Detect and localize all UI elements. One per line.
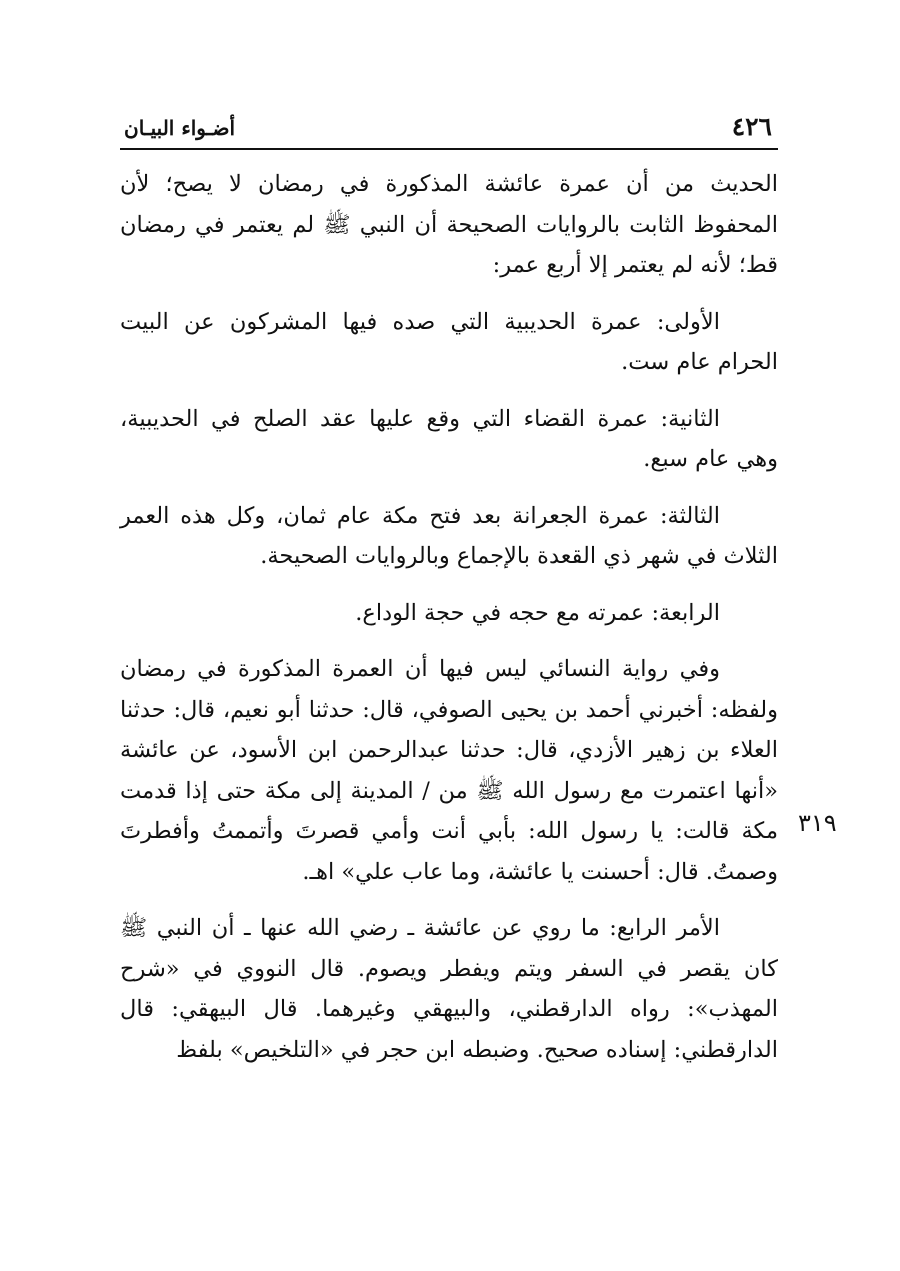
margin-reference-number: ٣١٩: [798, 809, 837, 837]
body-text: [120, 164, 778, 1086]
paragraph: الأولى: عمرة الحديبية التي صده فيها المشركون عن البيت الحرام عام ست.: [120, 308, 778, 375]
running-title: أضـواء البيـان: [124, 116, 236, 140]
paragraph: الرابعة: عمرته مع حجه في حجة الوداع.: [355, 599, 720, 626]
paragraph: الثالثة: عمرة الجعرانة بعد فتح مكة عام ثمان، وكل هذه العمر الثلاث في شهر ذي القعدة بالإجماع وبالروايات الصحيحة.: [120, 502, 778, 569]
page-header: [120, 108, 778, 148]
paragraph: وفي رواية النسائي ليس فيها أن العمرة المذكورة في رمضان ولفظه: أخبرني أحمد بن يحيى الصوفي، قال: حدثنا أبو نعيم، قال: حدثنا العلاء بن زهير الأزدي، قال: حدثنا عبدالرحمن ابن الأسود، عن عائشة «أنها اعتمرت مع رسول الله ﷺ من / المدينة إلى مكة حتى إذا قدمت مكة قالت: يا رسول الله: بأبي أنت وأمي قصرتَ وأتممتُ وأفطرتَ وصمتُ. قال: أحسنت يا عائشة، وما عاب علي» اهـ.: [120, 656, 778, 885]
paragraph: الحديث من أن عمرة عائشة المذكورة في رمضان لا يصح؛ لأن المحفوظ الثابت بالروايات الصحيحة أن النبي ﷺ لم يعتمر في رمضان قط؛ لأنه لم يعتمر إلا أربع عمر:: [120, 171, 778, 278]
page-number: ٤٢٦: [731, 112, 772, 141]
paragraph: الثانية: عمرة القضاء التي وقع عليها عقد الصلح في الحديبية، وهي عام سبع.: [120, 405, 778, 472]
header-rule: [120, 148, 778, 150]
paragraph: الأمر الرابع: ما روي عن عائشة ـ رضي الله عنها ـ أن النبي ﷺ كان يقصر في السفر ويتم ويفطر ويصوم. قال النووي في «شرح المهذب»: رواه الدارقطني، والبيهقي وغيرهما. قال البيهقي: قال الدارقطني: إسناده صحيح. وضبطه ابن حجر في «التلخيص» بلفظ: [120, 915, 778, 1063]
